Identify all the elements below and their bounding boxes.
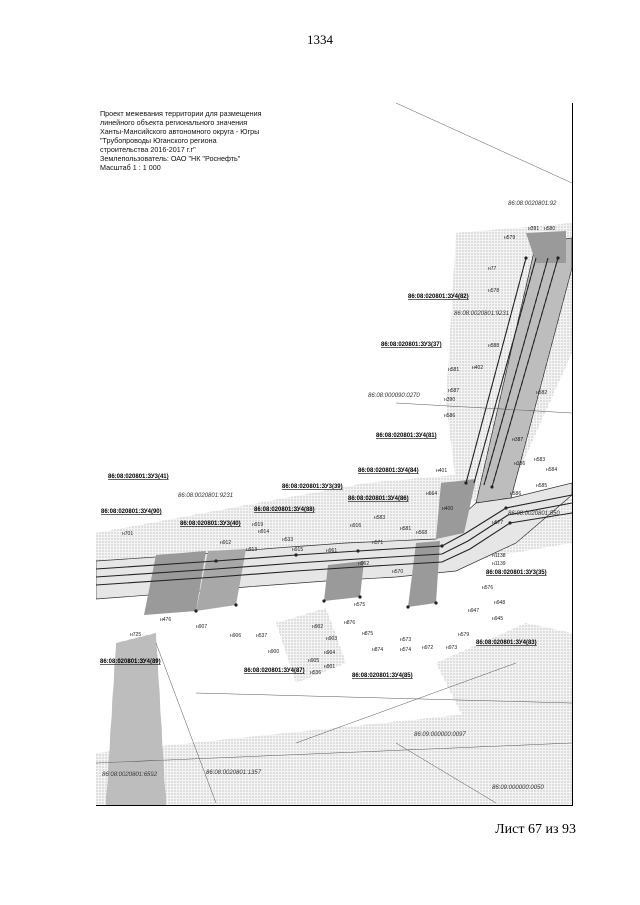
- point-label: н537: [256, 633, 268, 639]
- legend-line: Масштаб 1 : 1 000: [100, 163, 161, 172]
- legend-line: Проект межевания территории для размещения: [100, 109, 262, 118]
- point-label: н401: [436, 468, 448, 474]
- zone-label: 86:08:020801:ЗУ3(37): [381, 342, 442, 348]
- point-label: н913: [246, 547, 258, 553]
- point-label: н573: [400, 637, 412, 643]
- point-label: н575: [354, 602, 366, 608]
- point-label: н948: [494, 600, 506, 606]
- page-number: 1334: [307, 32, 333, 47]
- parcel-label: 86:08:000090:0270: [368, 393, 420, 399]
- parcel-label: 86:08:0020801:9231: [178, 493, 234, 499]
- point-label: н1138: [492, 553, 506, 559]
- point-label: н947: [468, 608, 480, 614]
- point-label: н391: [528, 226, 540, 232]
- point-label: н579: [504, 235, 516, 241]
- point-label: н945: [492, 616, 504, 622]
- sheet-number: Лист 67 из 93: [495, 822, 576, 837]
- legend-line: строительства 2016-2017 г.г": [100, 145, 196, 154]
- point-label: н904: [324, 650, 336, 656]
- zone-label: 86:08:020801:ЗУ3(40): [180, 521, 241, 527]
- point-label: н875: [362, 631, 374, 637]
- zone-label: 86:08:020801:ЗУ4(85): [352, 673, 413, 679]
- zone-label: 86:08:020801:ЗУ4(83): [476, 640, 537, 646]
- zone-label: 86:08:020801:ЗУ3(41): [108, 474, 169, 480]
- point-label: н582: [536, 390, 548, 396]
- point-label: н571: [372, 540, 384, 546]
- parcel-label: 86:09:000000:0097: [414, 732, 466, 738]
- parcel-label: 86:08:0020801:9231: [454, 311, 510, 317]
- point-label: н400: [442, 506, 454, 512]
- legend-line: "Трубопроводы Юганского региона: [100, 136, 217, 145]
- point-label: н664: [426, 491, 438, 497]
- zone-label: 86:08:020801:ЗУ3(39): [282, 484, 343, 490]
- point-label: н578: [488, 288, 500, 294]
- point-label: н919: [252, 522, 264, 528]
- point-label: н77: [488, 266, 497, 272]
- zone-label: 86:08:020801:ЗУ4(81): [376, 433, 437, 439]
- legend-line: линейного объекта регионального значения: [100, 118, 248, 127]
- point-label: н568: [416, 530, 428, 536]
- zone-label: 86:08:020801:ЗУ4(84): [358, 468, 419, 474]
- point-label: н916: [350, 523, 362, 529]
- point-label: н579: [458, 632, 470, 638]
- zone-label: 86:08:020801:ЗУ4(87): [244, 668, 305, 674]
- point-label: н900: [268, 649, 280, 655]
- point-label: н402: [472, 365, 484, 371]
- point-label: н701: [122, 531, 134, 537]
- point-label: н580: [544, 226, 556, 232]
- zone-label: 86:08:020801:ЗУ4(90): [101, 509, 162, 515]
- point-label: н973: [446, 645, 458, 651]
- zone-label: 86:08:020801:ЗУ4(89): [100, 659, 161, 665]
- point-label: н583: [534, 457, 546, 463]
- point-label: н906: [230, 633, 242, 639]
- point-label: н907: [196, 624, 208, 630]
- point-label: н961: [326, 548, 338, 554]
- point-label: н387: [512, 437, 524, 443]
- legend-line: Землепользователь: ОАО "НК "Роснефть": [100, 154, 241, 163]
- point-label: н905: [308, 658, 320, 664]
- point-label: н902: [312, 624, 324, 630]
- parcel-label: 86:08:0020801:6592: [102, 772, 158, 778]
- point-label: н903: [326, 636, 338, 642]
- point-label: н1139: [492, 561, 506, 567]
- point-label: н577: [492, 520, 504, 526]
- point-label: н584: [546, 467, 558, 473]
- point-label: н576: [482, 585, 494, 591]
- point-label: н912: [220, 540, 232, 546]
- point-label: н587: [448, 388, 460, 394]
- point-label: н914: [258, 529, 270, 535]
- parcel-label: 86:08:0020801:1357: [206, 770, 262, 776]
- point-label: н581: [400, 526, 412, 532]
- point-label: н536: [310, 670, 322, 676]
- point-label: н574: [400, 647, 412, 653]
- point-label: н585: [536, 483, 548, 489]
- point-label: н386: [514, 461, 526, 467]
- point-label: н588: [488, 343, 500, 349]
- point-label: н915: [292, 547, 304, 553]
- zone-label: 86:08:020801:ЗУ3(35): [486, 570, 547, 576]
- cadastral-map: [96, 103, 572, 805]
- point-label: н570: [392, 569, 404, 575]
- point-label: н586: [444, 413, 456, 419]
- point-label: н586: [510, 491, 522, 497]
- point-label: н581: [448, 367, 460, 373]
- point-label: н390: [444, 397, 456, 403]
- parcel-label: 86:09:000000:0050: [492, 785, 544, 791]
- map-legend: [100, 109, 262, 172]
- parcel-label: 86:08:0020801:92: [508, 201, 557, 207]
- point-label: н533: [282, 537, 294, 543]
- point-label: н972: [422, 645, 434, 651]
- point-label: н476: [160, 617, 172, 623]
- point-label: н725: [130, 632, 142, 638]
- point-label: н876: [344, 620, 356, 626]
- point-label: н583: [374, 515, 386, 521]
- zone-label: 86:08:020801:ЗУ4(86): [348, 496, 409, 502]
- legend-line: Ханты-Мансийского автономного округа - Югры: [100, 127, 260, 136]
- point-label: н874: [372, 647, 384, 653]
- map-frame: [96, 103, 573, 806]
- zone-label: 86:08:020801:ЗУ4(88): [254, 507, 315, 513]
- point-label: н962: [358, 561, 370, 567]
- parcel-label: 86:08:0020801:550: [508, 511, 560, 517]
- zone-label: 86:08:020801:ЗУ4(82): [408, 294, 469, 300]
- point-label: н901: [324, 664, 336, 670]
